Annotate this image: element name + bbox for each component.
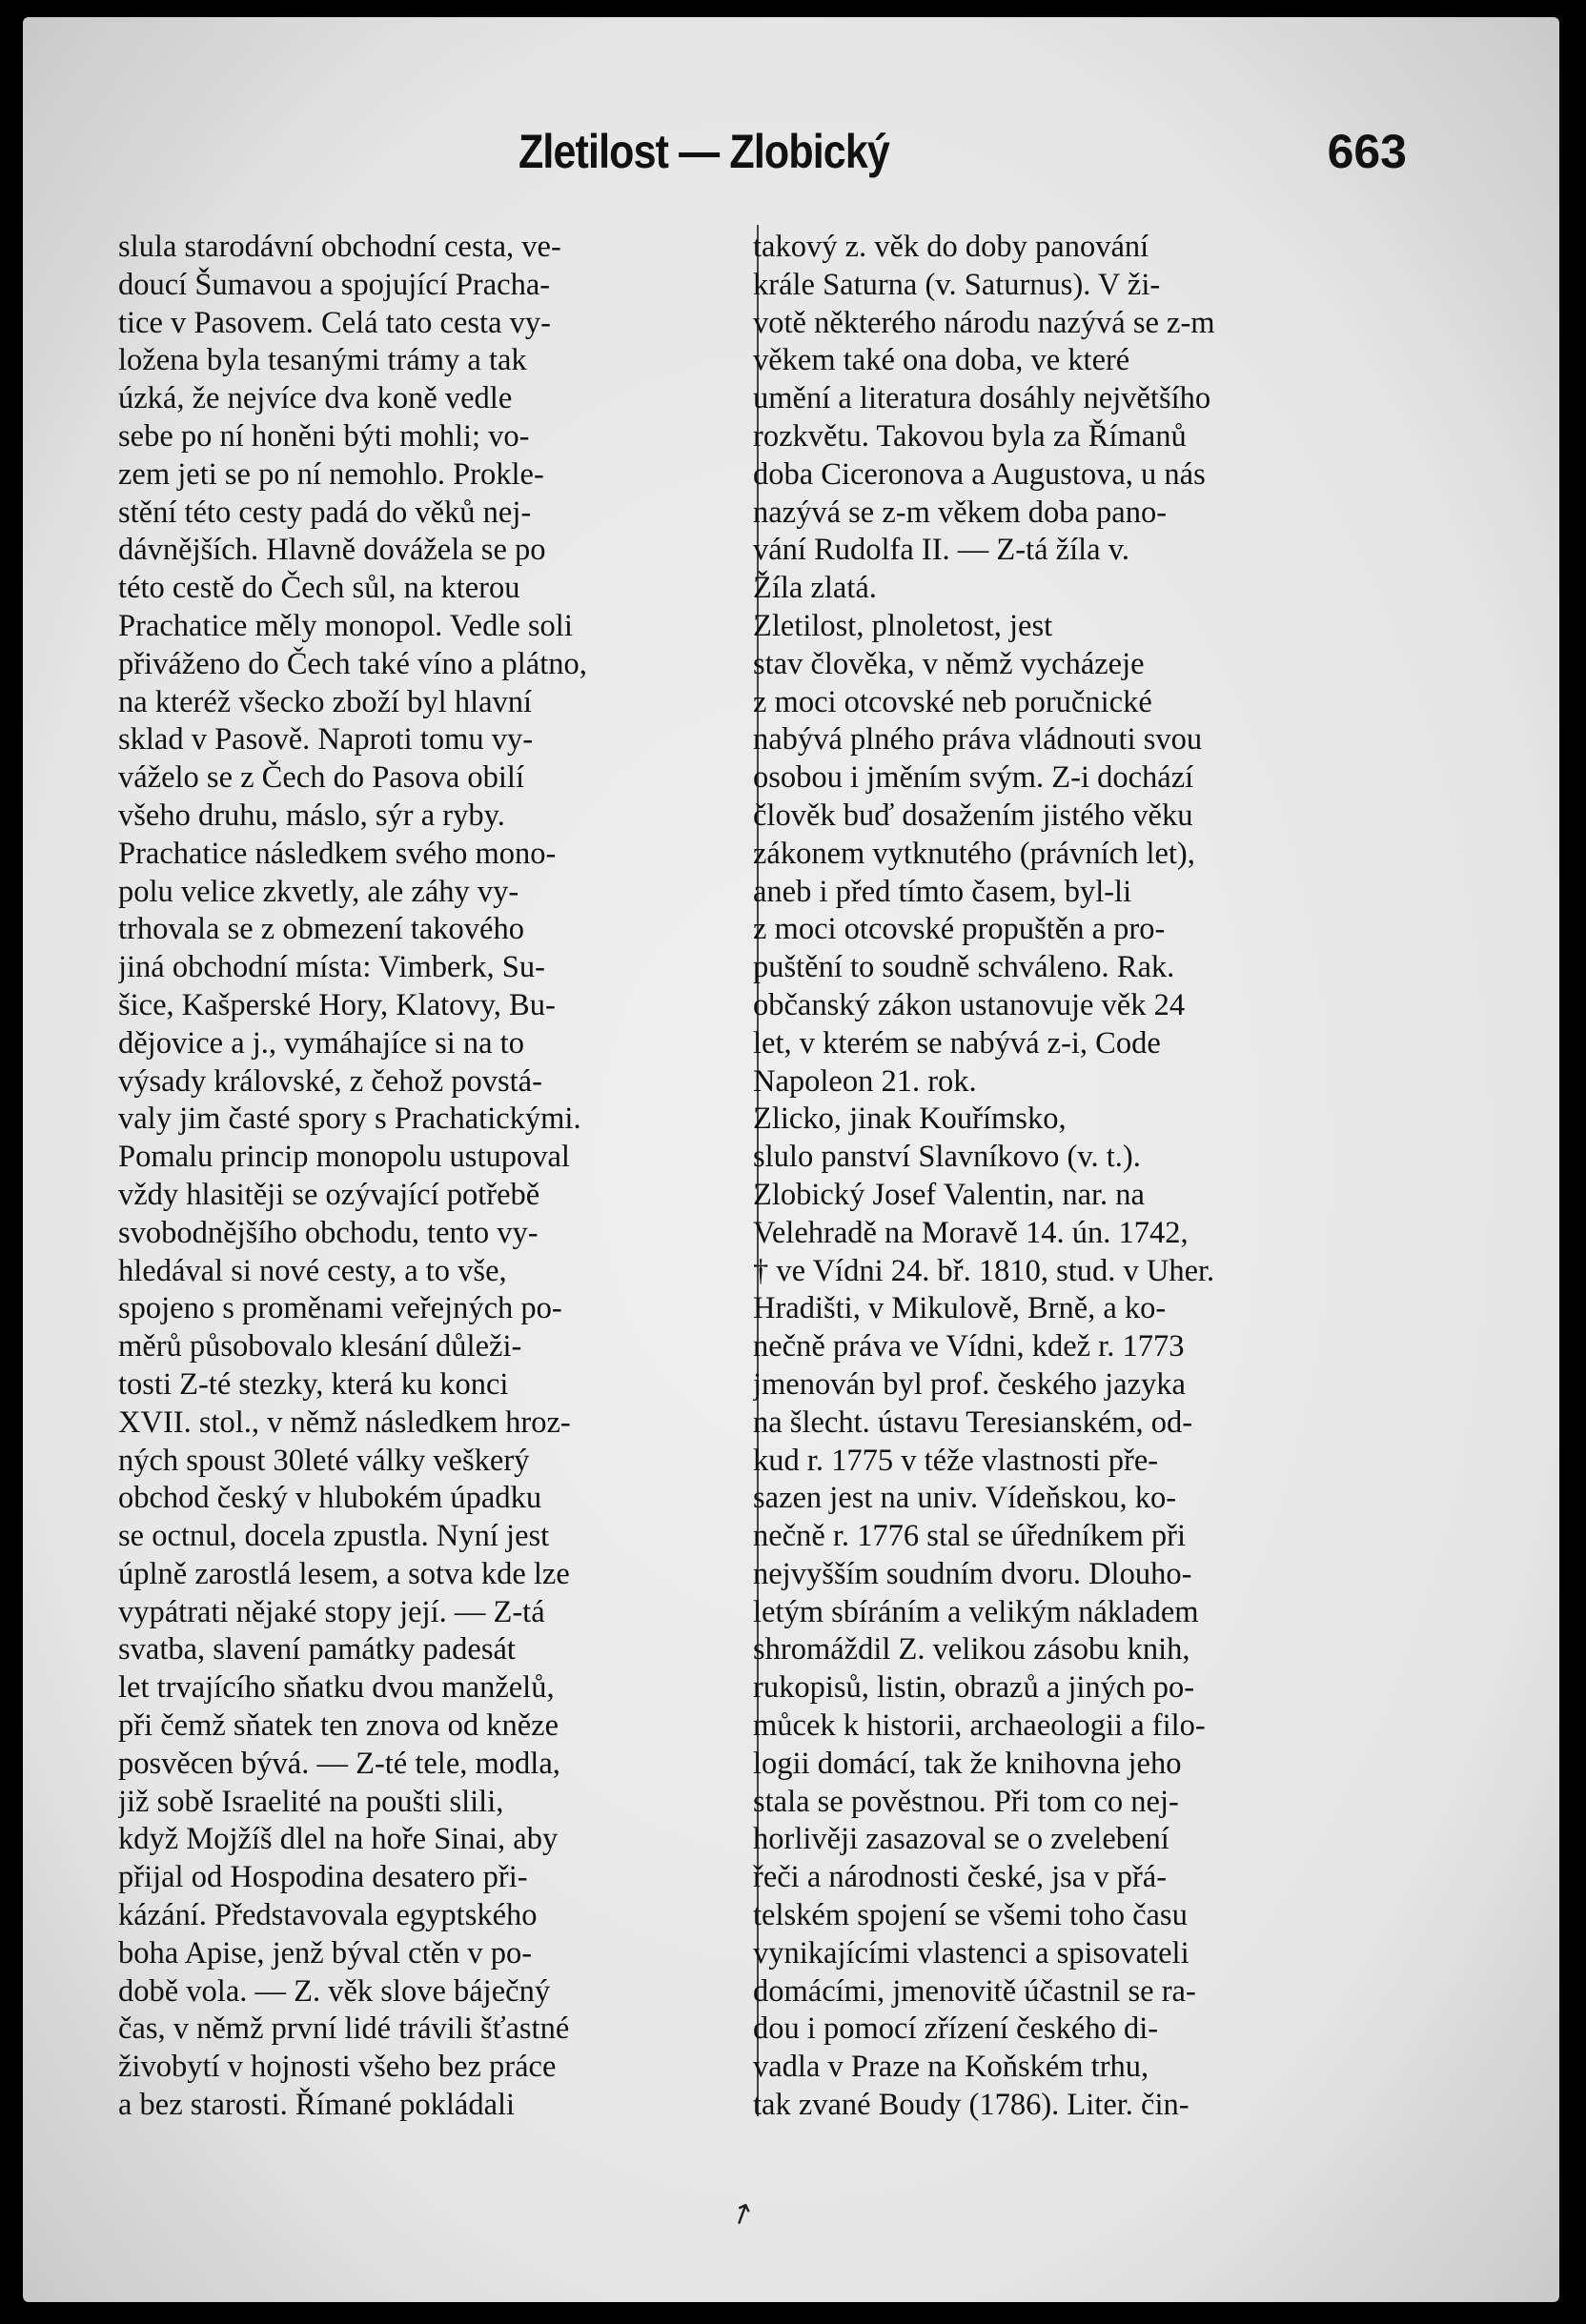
text-line: krále Saturna (v. Saturnus). V ži- [753, 267, 1161, 302]
text-line: Žíla zlatá. [753, 571, 877, 606]
text-line: když Mojžíš dlel na hoře Sinai, aby [118, 1822, 559, 1857]
text-line: Napoleon 21. rok. [753, 1063, 977, 1099]
text-line: jmenován byl prof. českého jazyka [753, 1366, 1186, 1402]
text-line: nazývá se z-m věkem doba pano- [753, 495, 1168, 530]
text-line: osobou i jměním svým. Z-i dochází [753, 760, 1194, 796]
document-page [23, 17, 1559, 2302]
page-number: 663 [1327, 125, 1407, 178]
right-column [753, 229, 1380, 2125]
text-line: posvěcen bývá. — Z-té tele, modla, [118, 1746, 560, 1781]
text-line: telském spojení se všemi toho času [753, 1898, 1188, 1933]
text-line: z moci otcovské propuštěn a pro- [753, 912, 1166, 947]
text-line: Prachatice měly monopol. Vedle soli [118, 608, 573, 643]
text-line: Pomalu princip monopolu ustupoval [118, 1140, 570, 1175]
text-line: dějovice a j., vymáhajíce si na to [118, 1025, 524, 1061]
text-line: dou i pomocí zřízení českého di- [753, 2011, 1159, 2047]
text-line: přiváženo do Čech také víno a plátno, [118, 646, 587, 681]
text-line: měrů působovalo klesání důleži- [118, 1329, 522, 1364]
text-line: stav člověka, v němž vycházeje [753, 646, 1145, 681]
text-line: let, v kterém se nabývá z-i, Code [753, 1025, 1161, 1061]
text-line: slula starodávní obchodní cesta, ve- [118, 230, 561, 264]
text-line: doucí Šumavou a spojující Pracha- [118, 267, 551, 302]
stray-mark: ↗ [723, 2193, 761, 2234]
text-line: nečně práva ve Vídni, kdež r. 1773 [753, 1329, 1185, 1364]
text-line: řeči a národnosti české, jsa v přá- [753, 1860, 1168, 1895]
text-line: boha Apise, jenž býval ctěn v po- [118, 1935, 533, 1970]
text-line: slulo panství Slavníkovo (v. t.). [753, 1140, 1141, 1175]
text-line: vždy hlasitěji se ozývající potřebě [118, 1177, 540, 1212]
text-line: hledával si nové cesty, a to vše, [118, 1253, 507, 1288]
text-line: váželo se z Čech do Pasova obilí [118, 760, 524, 796]
text-line: tice v Pasovem. Celá tato cesta vy- [118, 305, 551, 340]
text-line: vynikajícími vlastenci a spisovateli [753, 1935, 1190, 1970]
text-line: z moci otcovské neb poručnické [753, 684, 1152, 719]
text-line: horlivěji zasazoval se o zvelebení [753, 1822, 1169, 1857]
text-line: úplně zarostlá lesem, a sotva kde lze [118, 1556, 570, 1591]
running-title: Zletilost — Zlobický [518, 125, 889, 178]
text-line: takový z. věk do doby panování [753, 230, 1149, 264]
text-line: již sobě Israelité na poušti slili, [118, 1784, 504, 1819]
text-line: vání Rudolfa II. — Z-tá žíla v. [753, 533, 1129, 568]
text-line: Zlicko, jinak Kouřímsko, [753, 1101, 1067, 1137]
text-line: kázání. Představovala egyptského [118, 1898, 538, 1933]
text-line: svobodnějšího obchodu, tento vy- [118, 1215, 539, 1250]
text-line: letým sbíráním a velikým nákladem [753, 1594, 1199, 1629]
text-line: věkem také ona doba, ve které [753, 343, 1130, 378]
text-line: vadla v Praze na Koňském trhu, [753, 2050, 1149, 2085]
text-line: Zletilost, plnoletost, jest [753, 608, 1053, 643]
text-line: votě některého národu nazývá se z-m [753, 305, 1215, 340]
text-line: tak zvané Boudy (1786). Liter. čin- [753, 2088, 1190, 2123]
text-line: této cestě do Čech sůl, na kterou [118, 571, 520, 606]
text-line: se octnul, docela zpustla. Nyní jest [118, 1519, 550, 1554]
text-line: stala se pověstnou. Při tom co nej- [753, 1784, 1179, 1819]
page-header [23, 124, 1559, 191]
text-line: člověk buď dosažením jistého věku [753, 798, 1193, 833]
text-line: logii domácí, tak že knihovna jeho [753, 1746, 1182, 1781]
text-line: jiná obchodní místa: Vimberk, Su- [118, 950, 545, 985]
text-line: aneb i před tímto časem, byl-li [753, 874, 1132, 909]
text-line: let trvajícího sňatku dvou manželů, [118, 1670, 555, 1706]
text-line: trhovala se z obmezení takového [118, 912, 524, 947]
text-line: shromáždil Z. velikou zásobu knih, [753, 1632, 1190, 1667]
text-line: tosti Z-té stezky, která ku konci [118, 1366, 509, 1402]
text-line: živobytí v hojnosti všeho bez práce [118, 2050, 557, 2085]
text-line: valy jim časté spory s Prachatickými. [118, 1101, 581, 1137]
text-line: stění této cesty padá do věků nej- [118, 495, 532, 530]
text-line: době vola. — Z. věk slove báječný [118, 1973, 551, 2009]
text-line: úzká, že nejvíce dva koně vedle [118, 381, 513, 416]
text-line: doba Ciceronova a Augustova, u nás [753, 456, 1206, 492]
text-line: šice, Kašperské Hory, Klatovy, Bu- [118, 987, 556, 1022]
text-line: nečně r. 1776 stal se úředníkem při [753, 1519, 1186, 1554]
text-line: spojeno s proměnami veřejných po- [118, 1291, 562, 1326]
text-line: kud r. 1775 v téže vlastnosti pře- [753, 1443, 1159, 1478]
text-line: zem jeti se po ní nemohlo. Prokle- [118, 456, 544, 492]
text-line: ných spoust 30leté války veškerý [118, 1443, 530, 1478]
text-line: dávnějších. Hlavně dovážela se po [118, 533, 546, 568]
text-line: občanský zákon ustanovuje věk 24 [753, 987, 1186, 1022]
text-line: čas, v němž první lidé trávili šťastné [118, 2011, 570, 2047]
text-line: Prachatice následkem svého mono- [118, 836, 557, 871]
text-line: puštění to soudně schváleno. Rak. [753, 950, 1175, 985]
text-line: rozkvětu. Takovou byla za Římanů [753, 418, 1187, 454]
text-line: ložena byla tesanými trámy a tak [118, 343, 527, 378]
text-line: při čemž sňatek ten znova od kněze [118, 1708, 559, 1744]
text-line: svatba, slavení památky padesát [118, 1632, 516, 1667]
text-line: domácími, jmenovitě účastnil se ra- [753, 1973, 1196, 2009]
text-line: † ve Vídni 24. bř. 1810, stud. v Uher. [753, 1253, 1215, 1288]
text-line: XVII. stol., v němž následkem hroz- [118, 1405, 571, 1440]
text-line: a bez starosti. Římané pokládali [118, 2088, 516, 2123]
text-line: zákonem vytknutého (právních let), [753, 836, 1195, 871]
left-column [118, 229, 753, 2125]
text-line: nejvyšším soudním dvoru. Dlouho- [753, 1556, 1192, 1591]
text-line: Hradišti, v Mikulově, Brně, a ko- [753, 1291, 1167, 1326]
text-line: sebe po ní honěni býti mohli; vo- [118, 418, 530, 454]
text-line: na šlecht. ústavu Teresianském, od- [753, 1405, 1193, 1440]
text-line: všeho druhu, máslo, sýr a ryby. [118, 798, 505, 833]
text-line: rukopisů, listin, obrazů a jiných po- [753, 1670, 1195, 1706]
text-line: přijal od Hospodina desatero při- [118, 1860, 528, 1895]
text-line: můcek k historii, archaeologii a filo- [753, 1708, 1206, 1744]
text-line: nabývá plného práva vládnouti svou [753, 722, 1203, 758]
text-line: polu velice zkvetly, ale záhy vy- [118, 874, 519, 909]
text-line: Zlobický Josef Valentin, nar. na [753, 1177, 1145, 1212]
text-line: vypátrati nějaké stopy její. — Z-tá [118, 1594, 545, 1629]
text-line: umění a literatura dosáhly největšího [753, 381, 1211, 416]
text-line: sklad v Pasově. Naproti tomu vy- [118, 722, 534, 758]
text-line: výsady královské, z čehož povstá- [118, 1063, 542, 1099]
text-line: Velehradě na Moravě 14. ún. 1742, [753, 1215, 1189, 1250]
text-line: sazen jest na univ. Vídeňskou, ko- [753, 1481, 1177, 1516]
text-line: na kteréž všecko zboží byl hlavní [118, 684, 533, 719]
text-line: obchod český v hlubokém úpadku [118, 1481, 542, 1516]
